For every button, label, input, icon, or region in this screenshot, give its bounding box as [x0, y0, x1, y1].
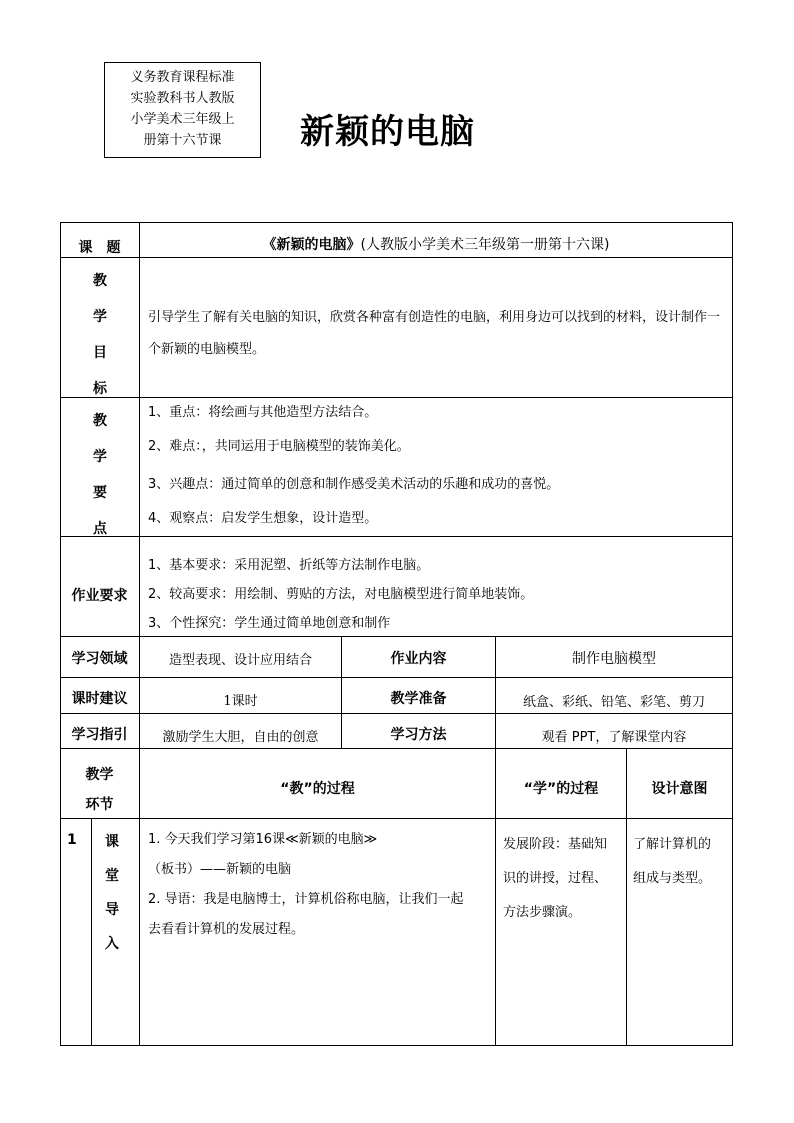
stage-header-line: 环节 — [85, 797, 114, 813]
list-item: 了解计算机的 — [633, 837, 712, 852]
homework-content-value: 制作电脑模型 — [572, 651, 656, 667]
goals-label-char: 标 — [93, 381, 107, 397]
topic-label: 课 题 — [78, 240, 121, 256]
teach-header: “教”的过程 — [280, 781, 355, 797]
list-item: 4、观察点：启发学生想象，设计造型。 — [148, 511, 378, 526]
intent-header: 设计意图 — [651, 781, 708, 797]
step-name — [72, 832, 152, 968]
list-item: 1. 今天我们学习第16课≪新颖的电脑≫ — [148, 832, 378, 847]
step-name-char: 导 — [105, 902, 119, 918]
table-divider — [60, 257, 733, 258]
table-border-right — [732, 222, 733, 1046]
table-divider — [60, 536, 733, 537]
curriculum-note-line: 实验教科书人教版 — [130, 91, 235, 106]
list-item: 3、兴趣点：通过简单的创意和制作感受美术活动的乐趣和成功的喜悦。 — [148, 477, 560, 492]
points-label-char: 点 — [93, 521, 107, 537]
goals-label-char: 目 — [93, 345, 107, 361]
table-divider — [60, 677, 733, 678]
table-border-bottom — [60, 1045, 733, 1046]
page-title: 新颖的电脑 — [300, 112, 475, 152]
list-item: 1、基本要求：采用泥塑、折纸等方法制作电脑。 — [148, 558, 430, 573]
list-item: 1、重点：将绘画与其他造型方法结合。 — [148, 405, 378, 420]
preparation-value: 纸盒、彩纸、铅笔、彩笔、剪刀 — [522, 695, 705, 710]
stage-header — [60, 760, 139, 820]
curriculum-note-line: 小学美术三年级上 — [130, 112, 235, 127]
list-item: 方法步骤演。 — [503, 905, 582, 920]
preparation-label: 教学准备 — [390, 691, 447, 707]
points-list — [148, 404, 728, 528]
goals-label-char: 教 — [93, 273, 107, 289]
table-divider — [60, 748, 733, 749]
list-item: 组成与类型。 — [633, 871, 712, 886]
step-teach — [148, 825, 493, 945]
guide-label: 学习指引 — [71, 727, 128, 743]
stage-header-line: 教学 — [85, 767, 114, 783]
step-name-char: 入 — [105, 936, 119, 952]
points-label-char: 教 — [93, 413, 107, 429]
table-divider — [60, 818, 733, 819]
step-name-char: 堂 — [105, 868, 119, 884]
points-label-char: 要 — [93, 485, 107, 501]
method-value: 观看 PPT，了解课堂内容 — [541, 730, 687, 745]
table-divider — [60, 397, 733, 398]
field-label: 学习领域 — [71, 651, 128, 667]
goals-text: 引导学生了解有关电脑的知识，欣赏各种富有创造性的电脑，利用身边可以找到的材料，设计制作一个新颖的电脑模型。 — [148, 310, 721, 357]
list-item: 去看看计算机的发展过程。 — [148, 922, 305, 937]
topic-title: 《新颖的电脑》 — [262, 237, 361, 253]
points-label — [61, 410, 139, 554]
step-intent — [633, 828, 732, 896]
list-item: 发展阶段：基础知 — [503, 837, 608, 852]
homework-list — [148, 551, 728, 638]
guide-value: 激励学生大胆，自由的创意 — [162, 730, 319, 745]
list-item: 3、个性探究：学生通过简单地创意和制作 — [148, 616, 391, 631]
hours-value: 1课时 — [223, 694, 258, 709]
list-item: 2. 导语：我是电脑博士，计算机俗称电脑，让我们一起 — [148, 892, 464, 907]
list-item: 识的讲授，过程、 — [503, 871, 608, 886]
table-border-top — [60, 222, 733, 223]
table-divider — [60, 713, 733, 714]
step-number: 1 — [67, 832, 77, 848]
curriculum-note-line: 册第十六节课 — [143, 133, 222, 148]
homework-content-label: 作业内容 — [390, 651, 447, 667]
method-label: 学习方法 — [390, 727, 447, 743]
list-item: 2、难点：，共同运用于电脑模型的装饰美化。 — [148, 439, 410, 454]
step-learn — [503, 828, 625, 930]
step-name-char: 课 — [105, 834, 119, 850]
topic-edition: (人教版小学美术三年级第一册第十六课) — [360, 237, 610, 253]
topic-value — [140, 234, 732, 254]
list-item: 2、较高要求：用绘制、剪贴的方法，对电脑模型进行简单地装饰。 — [148, 587, 534, 602]
list-item: （板书）——新颖的电脑 — [148, 862, 292, 877]
goals-label-char: 学 — [93, 309, 107, 325]
learn-header: “学”的过程 — [523, 781, 599, 797]
goals-label — [61, 270, 139, 414]
field-value: 造型表现、设计应用结合 — [168, 653, 312, 668]
points-label-char: 学 — [93, 449, 107, 465]
homework-label: 作业要求 — [71, 588, 128, 604]
hours-label: 课时建议 — [71, 691, 128, 707]
curriculum-note-box — [104, 62, 261, 158]
curriculum-note-line: 义务教育课程标准 — [130, 70, 235, 85]
